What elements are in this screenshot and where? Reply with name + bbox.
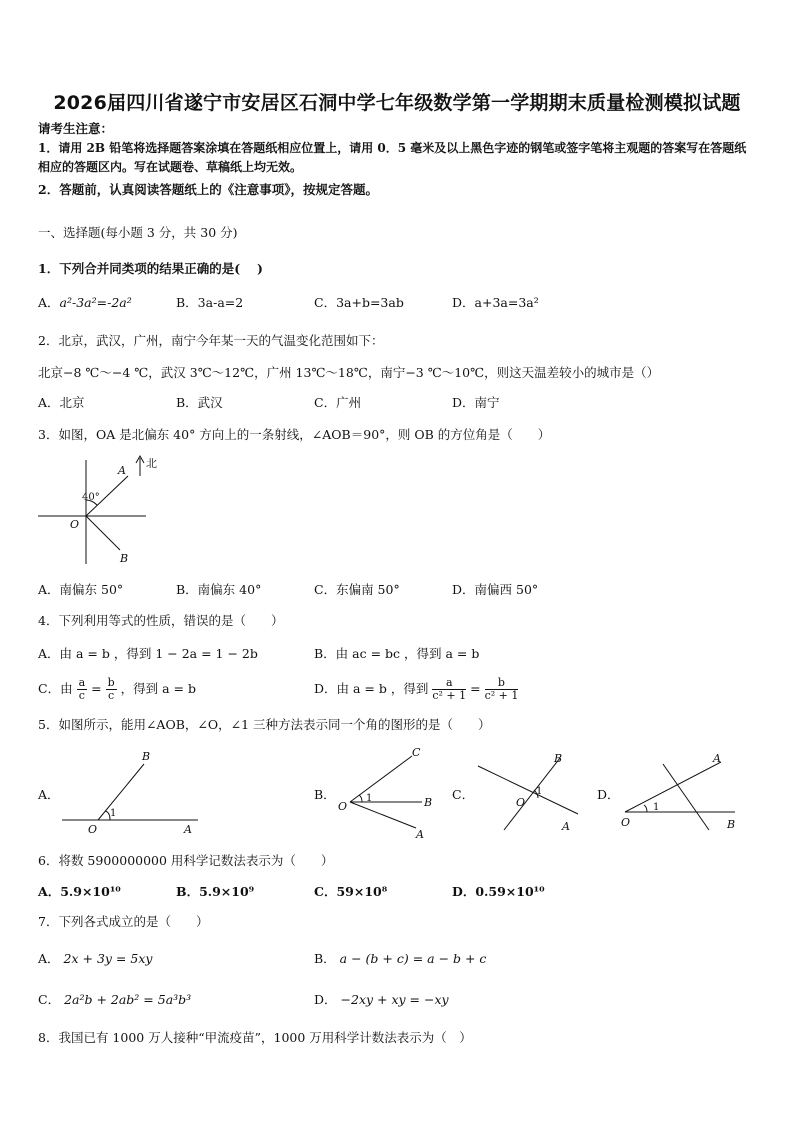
q3-stem: 3．如图，OA 是北偏东 40° 方向上的一条射线，∠AOB＝90°，则 OB 的方位角是（ ） <box>38 427 551 442</box>
q5b-ray-oa <box>350 802 416 828</box>
q7-option-d: D． −2xy + xy = −xy <box>314 992 449 1007</box>
q5-option-d-label: D． <box>597 787 620 802</box>
q5a-a-label: A <box>184 823 192 836</box>
q3-b-label: B <box>120 552 129 565</box>
section-heading: 一、选择题(每小题 3 分，共 30 分) <box>38 225 238 240</box>
q5d-1-label: 1 <box>653 802 660 813</box>
q5d-ray-oa <box>625 762 721 812</box>
q3-option-a: A．南偏东 50° <box>38 582 124 597</box>
q5d-angle-arc <box>644 805 647 812</box>
q5d-cross-line <box>663 764 709 830</box>
notice-item-1: 1．请用 2B 铅笔将选择题答案涂填在答题纸相应位置上，请用 0．5 毫米及以上黑色字迹的钢笔或签字笔将主观题的答案写在答题纸相应的答题区内。写在试题卷、草稿纸上均无效。 <box>38 141 747 174</box>
q3-ray-ob <box>86 516 120 550</box>
q5-option-a-label: A． <box>38 787 60 802</box>
q1-option-a: A．a²-3a²=-2a² <box>38 295 132 310</box>
q4-option-a: A．由 a = b ，得到 1 − 2a = 1 − 2b <box>38 646 258 661</box>
q7-option-a: A． 2x + 3y = 5xy <box>38 951 153 966</box>
q4-c-fraction-right: $\frac{b}{c}$ <box>107 676 115 702</box>
q5-figure-b <box>334 744 444 840</box>
q5a-o-label: O <box>88 823 98 836</box>
q8-stem: 8．我国已有 1000 万人接种“甲流疫苗”，1000 万用科学计数法表示为（ ） <box>38 1030 472 1045</box>
q7-option-b: B． a − (b + c) = a − b + c <box>314 951 487 966</box>
q5a-ray-ob <box>98 764 144 820</box>
q5c-1-label: 1 <box>536 786 543 797</box>
page-title: 2026届四川省遂宁市安居区石洞中学七年级数学第一学期期末质量检测模拟试题 <box>53 92 741 114</box>
q5-figure-a <box>58 746 208 838</box>
q5d-a-label: A <box>713 752 721 765</box>
q3-option-c: C．东偏南 50° <box>314 582 400 597</box>
q5-stem: 5．如图所示，能用∠AOB，∠O，∠1 三种方法表示同一个角的图形的是（ ） <box>38 717 491 732</box>
q5d-b-label: B <box>727 818 736 831</box>
q7-stem: 7．下列各式成立的是（ ） <box>38 914 209 929</box>
q4-d-fraction-left: $\frac{a}{\text{c² + 1}}$ <box>432 676 467 702</box>
q2-data: 北京−8 ℃～−4 ℃，武汉 3℃～12℃，广州 13℃～18℃，南宁−3 ℃～10℃，则这天温差较小的城市是（） <box>38 365 660 380</box>
q2-stem: 2．北京，武汉，广州，南宁今年某一天的气温变化范围如下： <box>38 333 384 348</box>
q2-option-d: D．南宁 <box>452 395 500 410</box>
q5b-angle-arc <box>359 795 362 802</box>
q5c-line-2 <box>504 758 560 830</box>
q4-option-b: B．由 ac = bc ，得到 a = b <box>314 646 480 661</box>
q6-option-b: B．5.9×10⁹ <box>176 884 255 899</box>
q3-o-label: O <box>70 518 80 531</box>
q6-option-d: D．0.59×10¹⁰ <box>452 884 545 899</box>
q7-option-c: C． 2a²b + 2ab² = 5a³b³ <box>38 992 192 1007</box>
q2-option-a: A．北京 <box>38 395 85 410</box>
q4-stem: 4．下列利用等式的性质，错误的是（ ） <box>38 613 284 628</box>
q5c-line-1 <box>478 766 578 814</box>
q1-option-d: D．a+3a=3a² <box>452 295 539 310</box>
q5b-o-label: O <box>338 800 348 813</box>
q3-option-d: D．南偏西 50° <box>452 582 539 597</box>
q5b-b-label: B <box>424 796 433 809</box>
q5-figure-c <box>474 748 586 838</box>
q5d-o-label: O <box>621 816 631 829</box>
q3-north-label: 北 <box>146 457 157 470</box>
q3-option-b: B．南偏东 40° <box>176 582 262 597</box>
q5c-o-label: O <box>516 796 526 809</box>
q6-option-c: C．59×10⁸ <box>314 884 388 899</box>
q6-option-a: A．5.9×10¹⁰ <box>38 884 121 899</box>
q5c-b-label: B <box>554 752 563 765</box>
q5a-1-label: 1 <box>110 808 117 819</box>
q5b-a-label: A <box>416 828 424 840</box>
q3-a-label: A <box>118 464 126 477</box>
q1-stem: 1．下列合并同类项的结果正确的是( ) <box>38 261 263 276</box>
q1-option-c: C．3a+b=3ab <box>314 295 404 310</box>
notice-item-2: 2．答题前，认真阅读答题纸上的《注意事项》，按规定答题。 <box>38 182 378 197</box>
q5b-c-label: C <box>412 746 421 759</box>
notice-heading: 请考生注意： <box>38 121 114 136</box>
q2-option-b: B．武汉 <box>176 395 223 410</box>
q4-option-c: C．由 $\frac{a}{c}$ = $\frac{b}{c}$ ，得到 a = b <box>38 676 196 702</box>
q4-option-d: D．由 a = b ，得到 $\frac{a}{\text{c² + 1}}$ = $\frac{b}{\text{c² + 1}}$ <box>314 676 519 702</box>
q2-option-c: C．广州 <box>314 395 362 410</box>
q3-figure <box>36 452 166 570</box>
q5-figure-d <box>617 748 747 838</box>
q5-option-b-label: B． <box>314 787 336 802</box>
q3-angle-label: 40° <box>82 492 100 503</box>
q5-option-c-label: C． <box>452 787 475 802</box>
q4-c-fraction-left: $\frac{a}{c}$ <box>78 676 86 702</box>
q4-d-fraction-right: $\frac{b}{\text{c² + 1}}$ <box>484 676 519 702</box>
q5b-1-label: 1 <box>366 793 373 804</box>
q1-option-b: B．3a-a=2 <box>176 295 244 310</box>
q5a-b-label: B <box>142 750 151 763</box>
q5c-a-label: A <box>562 820 570 833</box>
q6-stem: 6．将数 5900000000 用科学记数法表示为（ ） <box>38 853 334 868</box>
